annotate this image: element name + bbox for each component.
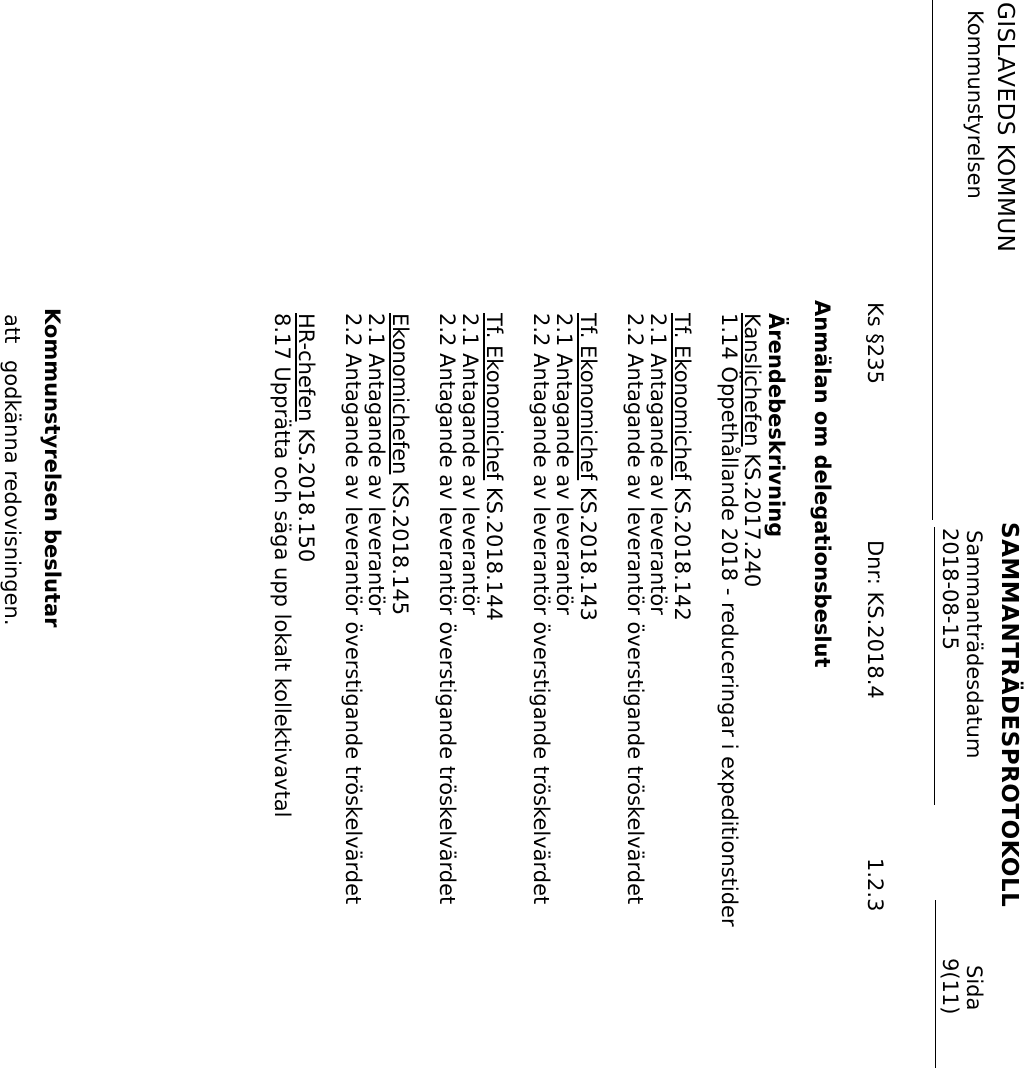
delegation-official: Ekonomichefen [388,313,412,475]
block-spacer [411,313,435,927]
delegation-official: Kanslichefen [740,313,765,447]
delegation-case-number: KS.2018.142 [670,486,694,621]
delegation-case-number: KS.2017.240 [740,453,765,588]
delegation-case-number: KS.2018.150 [294,428,318,563]
delegation-item: 2.1 Antagande av leverantör [552,313,577,615]
delegation-official: HR-chefen [294,313,318,422]
block-spacer [505,313,529,927]
block-spacer [599,313,623,927]
delegation-official-line [294,313,318,927]
delegation-item: 8.17 Upprätta och säga upp lokalt kollektivavtal [270,313,295,818]
committee-name: Kommunstyrelsen [963,10,987,199]
header-rule-middle [934,527,935,805]
block-spacer [317,313,341,927]
delegation-item: 2.1 Antagande av leverantör [364,313,389,615]
page-number-value: 9(11) [938,958,962,1015]
paragraph-number: Ks §235 [863,302,887,384]
delegation-case-number: KS.2018.145 [388,481,412,616]
delegation-item: 2.2 Antagande av leverantör överstigande tröskelvärdet [435,313,459,905]
decision-att-label: att [0,314,24,344]
delegation-item: 2.2 Antagande av leverantör överstigande tröskelvärdet [529,313,553,905]
delegation-item: 2.2 Antagande av leverantör överstigande tröskelvärdet [623,313,647,905]
delegation-official-line [740,313,764,927]
header-rule-right [935,900,936,1068]
delegation-case-number: KS.2018.143 [576,486,600,621]
decision-att-text: godkänna redovisningen. [0,360,24,626]
meeting-date-value: 2018-08-15 [938,528,962,651]
delegation-item: 2.1 Antagande av leverantör [646,313,671,615]
organization-name: GISLAVEDS KOMMUN [992,2,1018,253]
delegation-official: Tf. Ekonomichef [576,313,600,481]
delegation-item: 1.14 Öppethållande 2018 - reduceringar i expeditionstider [717,313,741,927]
delegation-official-line [482,313,506,927]
reference-code: 1.2.3 [863,858,887,912]
page-number-label: Sida [962,965,986,1011]
delegation-official-line [576,313,600,927]
case-description [270,313,787,927]
case-heading: Ärendebeskrivning [764,313,788,538]
delegation-official-line [670,313,694,927]
delegation-official-line [388,313,412,927]
block-spacer [693,313,717,927]
decision-heading: Kommunstyrelsen beslutar [40,308,64,628]
diary-number: Dnr: KS.2018.4 [863,540,887,699]
delegation-item: 2.1 Antagande av leverantör [458,313,483,615]
delegation-item: 2.2 Antagande av leverantör överstigande tröskelvärdet [341,313,365,905]
meeting-date-label: Sammanträdesdatum [962,530,986,759]
header-rule-left [932,0,933,520]
delegation-case-number: KS.2018.144 [482,486,506,621]
delegation-official: Tf. Ekonomichef [482,313,506,481]
section-title: Anmälan om delegationsbeslut [810,300,834,668]
delegation-official: Tf. Ekonomichef [670,313,694,481]
document-title: SAMMANTRÄDESPROTOKOLL [996,522,1022,908]
